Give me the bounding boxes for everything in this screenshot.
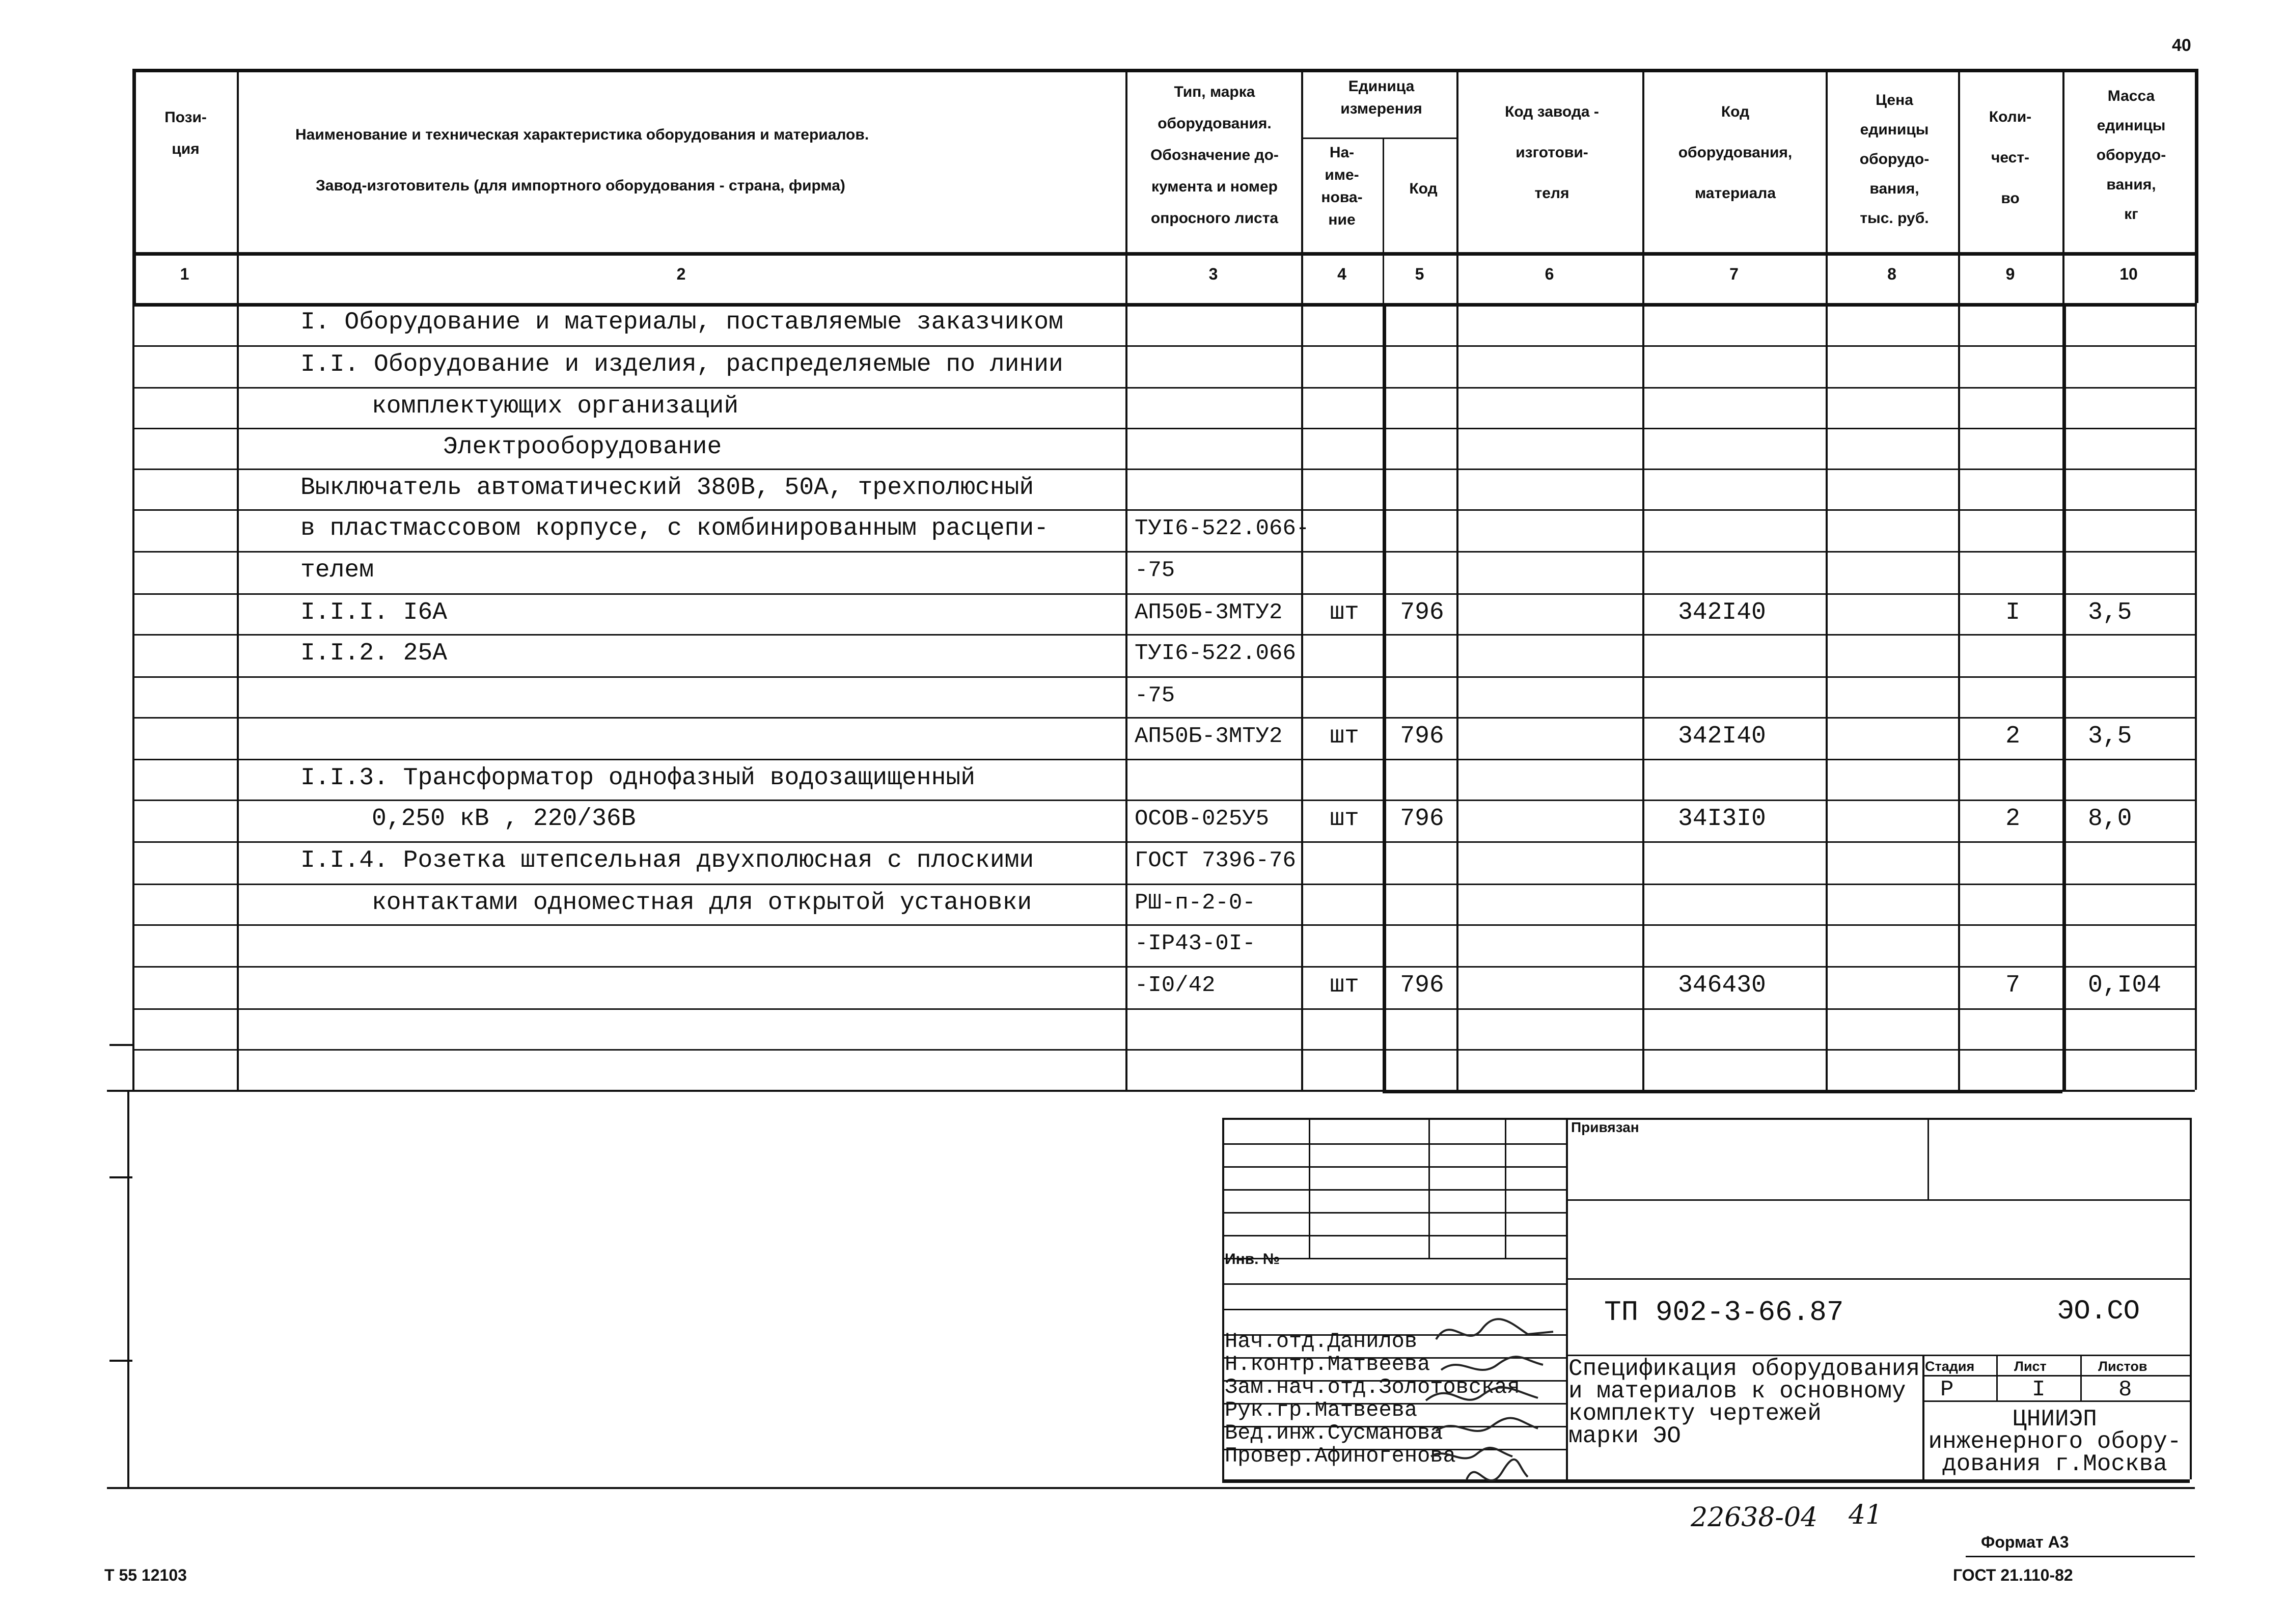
grid-line [132, 428, 2195, 429]
inventory-label: Инв. № [1225, 1251, 1280, 1268]
sheets-value: 8 [2118, 1377, 2132, 1402]
cell-quantity: 2 [2005, 723, 2020, 750]
cell-name: 0,250 кВ , 220/36В [372, 805, 636, 833]
column-number: 4 [1337, 265, 1346, 283]
signer-row [1225, 1329, 1417, 1354]
grid-line [132, 303, 134, 1090]
archive-number: 22638-04 [1691, 1502, 1818, 1533]
cell-name: контактами одноместная для открытой установки [372, 889, 1032, 917]
grid-line [132, 345, 2195, 347]
grid-line [132, 387, 2195, 389]
cell-type-mark: ТУI6-522.066 [1135, 641, 1296, 666]
grid-line [1301, 137, 1456, 139]
grid-line [132, 509, 2195, 511]
organization [1922, 1408, 2187, 1475]
grid-line [1222, 1212, 1566, 1214]
cell-name: I. Оборудование и материалы, поставляемые заказчиком [300, 309, 1063, 336]
grid-line [132, 717, 2195, 719]
header-unit-code: Код [1409, 180, 1438, 197]
cell-type-mark: ОСОВ-025У5 [1135, 806, 1270, 832]
grid-line [132, 924, 2195, 926]
grid-line [127, 1090, 129, 1487]
grid-line [1222, 1283, 1566, 1285]
grid-line [2062, 303, 2066, 1090]
signer-role: Нач.отд. [1225, 1329, 1328, 1354]
header-name [239, 109, 1181, 211]
grid-line [1428, 1118, 1430, 1258]
column-number: 1 [180, 265, 189, 283]
signer-name: Данилов [1327, 1329, 1418, 1354]
header-price-line1: Цена [1876, 92, 1913, 108]
grid-line [132, 634, 2195, 636]
cell-type-mark: -IP43-0I- [1135, 931, 1256, 956]
signer-name: Золотовская [1379, 1375, 1520, 1399]
grid-line [1566, 1278, 2190, 1280]
grid-line [132, 884, 2195, 885]
grid-line [1966, 1556, 2195, 1557]
cell-name: Электрооборудование [443, 433, 722, 461]
grid-line [1456, 303, 1458, 1090]
grid-line [1958, 303, 1960, 1090]
archive-sheet: 41 [1849, 1500, 1883, 1530]
signer-name: Матвеева [1314, 1398, 1418, 1422]
header-unit-name-line1: На- [1329, 144, 1355, 161]
header-mass-line2: единицы [2097, 117, 2166, 134]
header-item-code-line2: оборудования, [1678, 144, 1793, 161]
cell-item-code: 342I40 [1678, 599, 1766, 626]
cell-item-code: 342I40 [1678, 723, 1766, 750]
grid-line [1222, 1118, 2190, 1120]
cell-quantity: I [2005, 599, 2020, 626]
mark-code: ЭО.СО [2057, 1296, 2140, 1327]
grid-line [132, 469, 2195, 470]
grid-line [109, 1044, 132, 1046]
header-item-code-line1: Код [1721, 103, 1750, 120]
signer-name: Матвеева [1327, 1352, 1430, 1377]
cell-name: I.I.2. 25А [300, 640, 448, 667]
header-quantity [1958, 97, 2062, 219]
format-label: Формат А3 [1981, 1533, 2069, 1551]
cell-type-mark: АП50Б-3МТУ2 [1135, 724, 1283, 749]
grid-line [1222, 1189, 1566, 1191]
grid-line [132, 252, 2195, 256]
column-number: 3 [1208, 265, 1218, 283]
grid-line [132, 841, 2195, 843]
cell-name: I.I.4. Розетка штепсельная двухполюсная с плоскими [300, 847, 1034, 874]
header-price-line4: вания, [1869, 180, 1919, 197]
cell-mass: 3,5 [2088, 599, 2132, 626]
cell-mass: 8,0 [2088, 805, 2132, 833]
attached-label: Привязан [1571, 1119, 1639, 1135]
header-unit-name-line4: ние [1328, 211, 1356, 228]
grid-line [2080, 1355, 2082, 1400]
grid-line [1222, 1235, 1566, 1236]
header-plant-code-line3: теля [1534, 185, 1569, 202]
cell-name: телем [300, 557, 374, 584]
column-number: 9 [2005, 265, 2015, 283]
sheet-value: I [2032, 1377, 2046, 1402]
grid-line [132, 1049, 2195, 1051]
cell-unit-code: 796 [1400, 805, 1444, 833]
column-number: 6 [1545, 265, 1554, 283]
grid-line [237, 303, 239, 1090]
grid-line [132, 1008, 2195, 1010]
cell-unit-code: 796 [1400, 972, 1444, 999]
grid-line [132, 593, 2195, 595]
header-price [1828, 86, 1961, 233]
grid-line [1301, 303, 1303, 1090]
cell-type-mark: -75 [1135, 558, 1175, 583]
page-mark: 40 [2172, 36, 2191, 55]
header-item-code [1645, 92, 1826, 214]
grid-line [1922, 1400, 2190, 1402]
header-name-line2: Завод-изготовитель (для импортного оборудования - страна, фирма) [316, 177, 845, 194]
signer-role: Рук.гр. [1225, 1398, 1315, 1422]
column-number: 8 [1887, 265, 1896, 283]
grid-line [1642, 303, 1644, 1090]
header-price-line5: тыс. руб. [1860, 210, 1929, 227]
column-number: 10 [2119, 265, 2138, 283]
header-position [133, 102, 238, 165]
grid-line [1383, 303, 1386, 1090]
cell-unit-name: шт [1330, 805, 1359, 833]
cell-quantity: 7 [2005, 972, 2020, 999]
gost-label: ГОСТ 21.110-82 [1953, 1566, 2073, 1584]
header-type-line4: кумента и номер [1151, 178, 1278, 195]
grid-line [109, 1360, 132, 1362]
grid-line [107, 1090, 2195, 1092]
header-type-line3: Обозначение до- [1150, 147, 1279, 163]
grid-line [1383, 303, 2062, 307]
header-plant-code [1462, 92, 1642, 214]
cell-type-mark: ТУI6-522.066- [1135, 516, 1310, 541]
grid-line [1222, 1479, 2190, 1483]
header-plant-code-line1: Код завода - [1505, 103, 1599, 120]
signature-marks [1421, 1304, 1574, 1518]
grid-line [1222, 1118, 1224, 1479]
grid-line [132, 800, 2195, 801]
header-price-line3: оборудо- [1859, 151, 1930, 168]
cell-type-mark: АП50Б-3МТУ2 [1135, 600, 1283, 625]
grid-line [1222, 1166, 1566, 1168]
grid-line [132, 966, 2195, 968]
grid-line [1505, 1118, 1506, 1258]
column-number: 2 [676, 265, 686, 283]
header-unit [1304, 75, 1459, 120]
header-price-line2: единицы [1860, 121, 1929, 138]
header-position-line1: Пози- [164, 109, 207, 126]
header-plant-code-line2: изготови- [1516, 144, 1588, 161]
document-title [1568, 1358, 1920, 1447]
grid-line [132, 69, 2195, 72]
column-number: 5 [1415, 265, 1424, 283]
organization-line2: инженерного обору- [1928, 1428, 2182, 1455]
grid-line [2190, 1118, 2192, 1479]
grid-line [1125, 303, 1127, 1090]
column-number: 7 [1729, 265, 1739, 283]
cell-mass: 0,I04 [2088, 972, 2162, 999]
cell-type-mark: -75 [1135, 683, 1175, 708]
cell-name: Выключатель автоматический 380В, 50А, трехполюсный [300, 474, 1034, 502]
grid-line [1309, 1118, 1310, 1258]
grid-line [1996, 1355, 1998, 1400]
header-type-line1: Тип, марка [1174, 84, 1255, 100]
cell-type-mark: ГОСТ 7396-76 [1135, 848, 1296, 873]
header-type-line5: опросного листа [1150, 210, 1279, 227]
organization-line1: ЦНИИЭП [2013, 1406, 2097, 1433]
header-unit-name [1304, 142, 1380, 231]
grid-line [132, 551, 2195, 553]
grid-line [132, 676, 2195, 678]
document-title-line4: марки ЭО [1568, 1423, 1681, 1449]
cell-unit-name: шт [1330, 599, 1359, 626]
header-unit-line2: измерения [1340, 100, 1422, 117]
header-item-code-line3: материала [1694, 185, 1776, 202]
cell-type-mark: -I0/42 [1135, 973, 1216, 998]
signer-role: Вед.инж. [1225, 1421, 1328, 1445]
header-type-line2: оборудования. [1158, 115, 1272, 132]
cell-mass: 3,5 [2088, 723, 2132, 750]
stage-label: Стадия [1925, 1359, 1975, 1374]
cell-unit-name: шт [1330, 723, 1359, 750]
header-unit-line1: Единица [1348, 78, 1415, 95]
header-quantity-line2: чест- [1991, 149, 2030, 166]
cell-name: в пластмассовом корпусе, с комбинированным расцепи- [300, 515, 1049, 542]
header-quantity-line1: Коли- [1989, 108, 2032, 125]
document-code: ТП 902-3-66.87 [1604, 1296, 1844, 1329]
cell-name: I.I.I. I6A [300, 599, 448, 626]
cell-unit-code: 796 [1400, 723, 1444, 750]
document-title-line3: комплекту чертежей [1568, 1400, 1822, 1427]
cell-item-code: 346430 [1678, 972, 1766, 999]
header-name-line1: Наименование и техническая характеристика оборудования и материалов. [295, 126, 869, 143]
cell-item-code: 34I3I0 [1678, 805, 1766, 833]
signer-name: Сусманова [1327, 1421, 1443, 1445]
grid-line [1927, 1118, 1929, 1199]
cell-quantity: 2 [2005, 805, 2020, 833]
grid-line [1222, 1143, 1566, 1145]
print-code: Т 55 12103 [104, 1566, 187, 1584]
grid-line [132, 759, 2195, 760]
cell-name: I.I.3. Трансформатор однофазный водозащищенный [300, 764, 976, 792]
header-unit-name-line3: нова- [1321, 189, 1363, 206]
grid-line [107, 1487, 2195, 1489]
header-mass [2065, 81, 2197, 229]
header-mass-line3: оборудо- [2096, 147, 2166, 163]
grid-line [1566, 1199, 2190, 1201]
sheets-label: Листов [2098, 1359, 2147, 1374]
document-title-line2: и материалов к основному [1568, 1378, 1906, 1405]
signer-row [1225, 1352, 1430, 1377]
cell-type-mark: РШ-п-2-0- [1135, 890, 1256, 916]
signer-role: Провер. [1225, 1444, 1315, 1468]
organization-line3: дования г.Москва [1942, 1451, 2167, 1477]
header-position-line2: ция [172, 141, 200, 157]
cell-unit-code: 796 [1400, 599, 1444, 626]
signer-role: Н.контр. [1225, 1352, 1328, 1377]
cell-name: комплектующих организаций [372, 393, 739, 420]
signer-row [1225, 1398, 1417, 1422]
sheet-label: Лист [2014, 1359, 2047, 1374]
cell-name: I.I. Оборудование и изделия, распределяемые по линии [300, 351, 1063, 378]
header-mass-line1: Масса [2107, 88, 2155, 104]
signer-row [1225, 1421, 1443, 1445]
header-mass-line5: кг [2124, 206, 2138, 223]
header-type [1128, 76, 1301, 234]
header-unit-name-line2: име- [1325, 167, 1359, 183]
stage-value: Р [1940, 1377, 1954, 1402]
signer-role: Зам.нач.отд. [1225, 1375, 1379, 1399]
cell-unit-name: шт [1330, 972, 1359, 999]
header-quantity-line3: во [2001, 190, 2020, 207]
grid-line [1922, 1375, 2190, 1377]
header-mass-line4: вания, [2106, 176, 2156, 193]
signer-name: Афиногенова [1314, 1444, 1456, 1468]
document-title-line1: Спецификация оборудования [1568, 1356, 1920, 1382]
grid-line [109, 1176, 132, 1178]
